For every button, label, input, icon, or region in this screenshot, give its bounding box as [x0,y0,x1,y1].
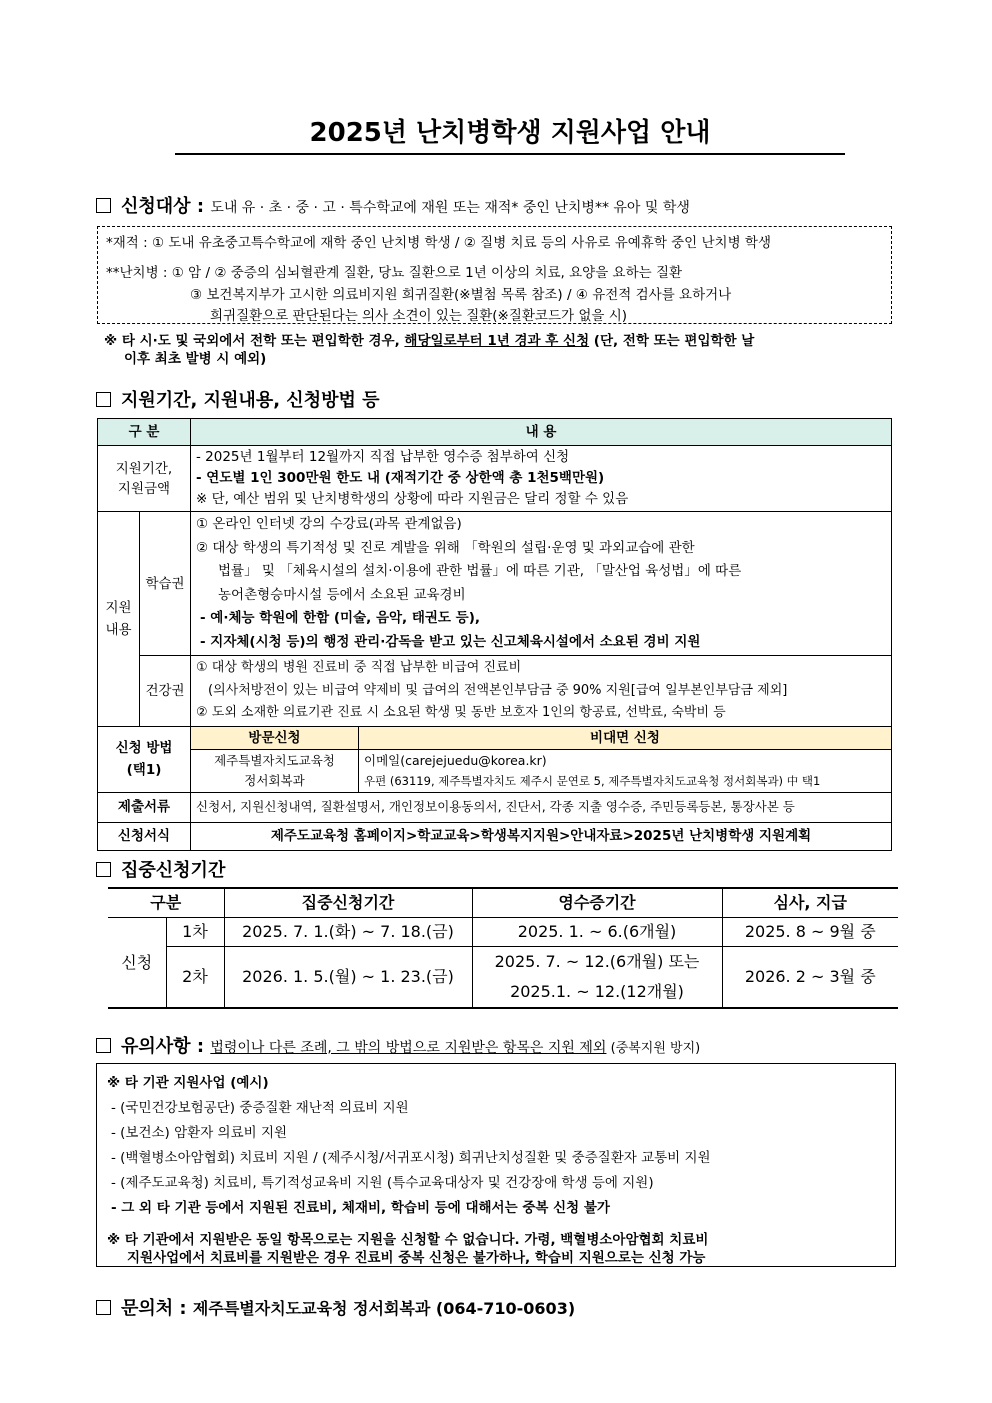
duplicate-note-1: ※ 타 기관에서 지원받은 동일 항목으로는 지원을 신청할 수 없습니다. 가령, 백혈병소아암협회 치료비 [107,1232,709,1248]
health-line-1: ① 대상 학생의 병원 진료비 중 직접 납부한 비급여 진료비 [196,660,522,675]
visit-line-1: 제주특별자치도교육청 [214,752,335,768]
review-cell: 2025. 8 ~ 9월 중 [722,918,898,947]
schedule-heading-label: 집중신청기간 [121,860,226,881]
duplicate-note-2: 지원사업에서 치료비를 지원받은 경우 진료비 중복 신청은 불가하나, 학습비 지원으로는 신청 가능 [127,1250,706,1266]
caution-label: 유의사항 : [121,1036,205,1057]
warn-part-b: 해당일로부터 1년 경과 후 신청 [404,333,590,349]
eligibility-desc: 도내 유 · 초 · 중 · 고 · 특수학교에 재원 또는 재적* 중인 난치병** 유아 및 학생 [210,200,690,216]
transfer-warning-line2: 이후 최초 발병 시 예외) [124,351,267,367]
example-3: - (백혈병소아암협회) 치료비 지원 / (제주시청/서귀포시청) 희귀난치성질환 및 중증질환자 교통비 지원 [111,1150,711,1166]
learning-line-2b: 법률」 및 「체육시설의 설치·이용에 관한 법률」에 따른 기관, 「말산업 육성법」에 따른 [218,563,742,579]
checkbox-icon [96,1038,111,1053]
support-label-1: 지원 [105,599,132,616]
example-4: - (제주도교육청) 치료비, 특기적성교육비 지원 (특수교육대상자 및 건강장애 학생 등에 지원) [111,1175,654,1191]
eligibility-label: 신청대상 : [121,196,205,217]
learning-line-1: ① 온라인 인터넷 강의 수강료(과목 관계없음) [196,516,462,532]
examples-title: ※ 타 기관 지원사업 (예시) [107,1075,269,1091]
contact-info: 제주특별자치도교육청 정서회복과 (064-710-0603) [192,1299,576,1318]
section-schedule-heading [96,856,225,882]
support-table [97,418,892,851]
learning-content [191,512,892,656]
receipt-line-1: 2025. 7. ~ 12.(6개월) 또는 [494,952,700,971]
nonface-content [359,749,892,792]
header-review: 심사, 지급 [722,888,898,918]
period-content [191,446,892,512]
docs-label: 제출서류 [98,792,191,822]
section-contact-heading [96,1294,575,1320]
support-heading-label: 지원기간, 지원내용, 신청방법 등 [121,390,380,411]
support-label-2: 내용 [105,621,132,638]
header-receipt: 영수증기간 [472,888,722,918]
transfer-warning-line1 [104,329,754,349]
note-disease-3: 희귀질환으로 판단된다는 의사 소견이 있는 질환(※질환코드가 없을 시) [210,308,628,324]
period-label-1: 지원기간, [115,460,173,477]
apply-label-1: 신청 방법 [115,740,173,756]
visit-content [191,749,359,792]
caution-desc: 법령이나 다른 조례, 그 밖의 방법으로 지원받은 항목은 지원 제외 [210,1040,607,1056]
section-support-heading [96,386,380,412]
receipt-cell: 2025. 1. ~ 6.(6개월) [472,918,722,947]
review-cell: 2026. 2 ~ 3월 중 [722,947,898,1009]
form-path: 제주도교육청 홈페이지>학교교육>학생복지지원>안내자료>2025년 난치병학생 지원계획 [191,822,892,850]
period-cell: 2026. 1. 5.(월) ~ 1. 23.(금) [224,947,472,1009]
period-label [98,446,191,512]
visit-header: 방문신청 [191,726,359,749]
period-line-2: - 연도별 1인 300만원 한도 내 (재적기간 중 상한액 총 1천5백만원) [196,470,605,486]
apply-label [98,726,191,792]
form-label: 신청서식 [98,822,191,850]
group-label: 신청 [108,918,166,1009]
nonface-line-2: 우편 (63119, 제주특별자치도 제주시 문연로 5, 제주특별자치도교육청 정서회복과) 中 택1 [364,773,821,788]
apply-label-2: (택1) [126,762,162,778]
warn-part-c: (단, 전학 또는 편입학한 날 [589,333,755,349]
health-content [191,656,892,727]
checkbox-icon [96,392,111,407]
section-eligibility-heading [96,192,690,218]
checkbox-icon [96,862,111,877]
health-line-3: ② 도외 소재한 의료기관 진료 시 소요된 학생 및 동반 보호자 1인의 항공료, 선박료, 숙박비 등 [196,705,726,720]
table-row [108,918,898,947]
header-period: 집중신청기간 [224,888,472,918]
checkbox-icon [96,1300,111,1315]
section-caution-heading [96,1032,700,1058]
receipt-line-2: 2025.1. ~ 12.(12개월) [510,982,684,1001]
receipt-cell [472,947,722,1009]
eligibility-notes-box [97,226,892,324]
col-content: 내 용 [191,419,892,446]
nonface-header: 비대면 신청 [359,726,892,749]
period-cell: 2025. 7. 1.(화) ~ 7. 18.(금) [224,918,472,947]
note-disease-2: ③ 보건복지부가 고시한 의료비지원 희귀질환(※별첨 목록 참조) / ④ 유전적 검사를 요하거나 [190,287,732,303]
learning-line-2a: ② 대상 학생의 특기적성 및 진로 계발을 위해 「학원의 설립·운영 및 과외교습에 관한 [196,539,695,556]
visit-line-2: 정서회복과 [244,772,305,788]
learning-line-4: - 지자체(시청 등)의 행정 관리·감독을 받고 있는 신고체육시설에서 소요된 경비 지원 [200,633,701,650]
note-jaejeok: *재적 : ① 도내 유초중고특수학교에 재학 중인 난치병 학생 / ② 질병 치료 등의 사유로 유예휴학 중인 난치병 학생 [106,235,772,251]
health-line-2: (의사처방전이 있는 비급여 약제비 및 급여의 전액본인부담금 중 90% 지원[급여 일부본인부담금 제외] [208,682,788,698]
checkbox-icon [96,198,111,213]
learning-line-3: - 예·체능 학원에 한함 (미술, 음악, 태권도 등), [200,610,481,626]
schedule-table [108,887,898,1009]
contact-label: 문의처 : [121,1298,187,1319]
example-1: - (국민건강보험공단) 중증질환 재난적 의료비 지원 [111,1100,409,1116]
period-line-1: - 2025년 1월부터 12월까지 직접 납부한 영수증 첨부하여 신청 [196,449,570,465]
docs-content: 신청서, 지원신청내역, 질환설명서, 개인정보이용동의서, 진단서, 각종 지출 영수증, 주민등록등본, 통장사본 등 [191,792,892,822]
col-category: 구 분 [98,419,191,446]
caution-examples-box [96,1063,896,1267]
note-disease-1: **난치병 : ① 암 / ② 중증의 심뇌혈관계 질환, 당뇨 질환으로 1년 이상의 치료, 요양을 요하는 질환 [106,265,683,281]
period-label-2: 지원금액 [117,480,171,497]
health-label: 건강권 [140,656,191,727]
table-row [108,947,898,1009]
learning-label: 학습권 [140,512,191,656]
example-5: - 그 외 타 기관 등에서 지원된 진료비, 체재비, 학습비 등에 대해서는 중복 신청 불가 [111,1200,610,1216]
learning-line-2c: 농어촌형승마시설 등에서 소요된 교육경비 [218,586,466,603]
example-2: - (보건소) 암환자 의료비 지원 [111,1125,288,1141]
nonface-line-1: 이메일(carejejuedu@korea.kr) [364,752,547,768]
period-line-3: ※ 단, 예산 범위 및 난치병학생의 상황에 따라 지원금은 달리 정할 수 있음 [196,491,629,507]
caution-desc-suffix: (중복지원 방지) [606,1041,701,1056]
support-label [98,512,140,727]
round-cell: 1차 [166,918,224,947]
header-category: 구분 [108,888,224,918]
page-title: 2025년 난치병학생 지원사업 안내 [175,112,845,155]
warn-part-a: ※ 타 시·도 및 국외에서 전학 또는 편입학한 경우, [104,333,405,349]
round-cell: 2차 [166,947,224,1009]
